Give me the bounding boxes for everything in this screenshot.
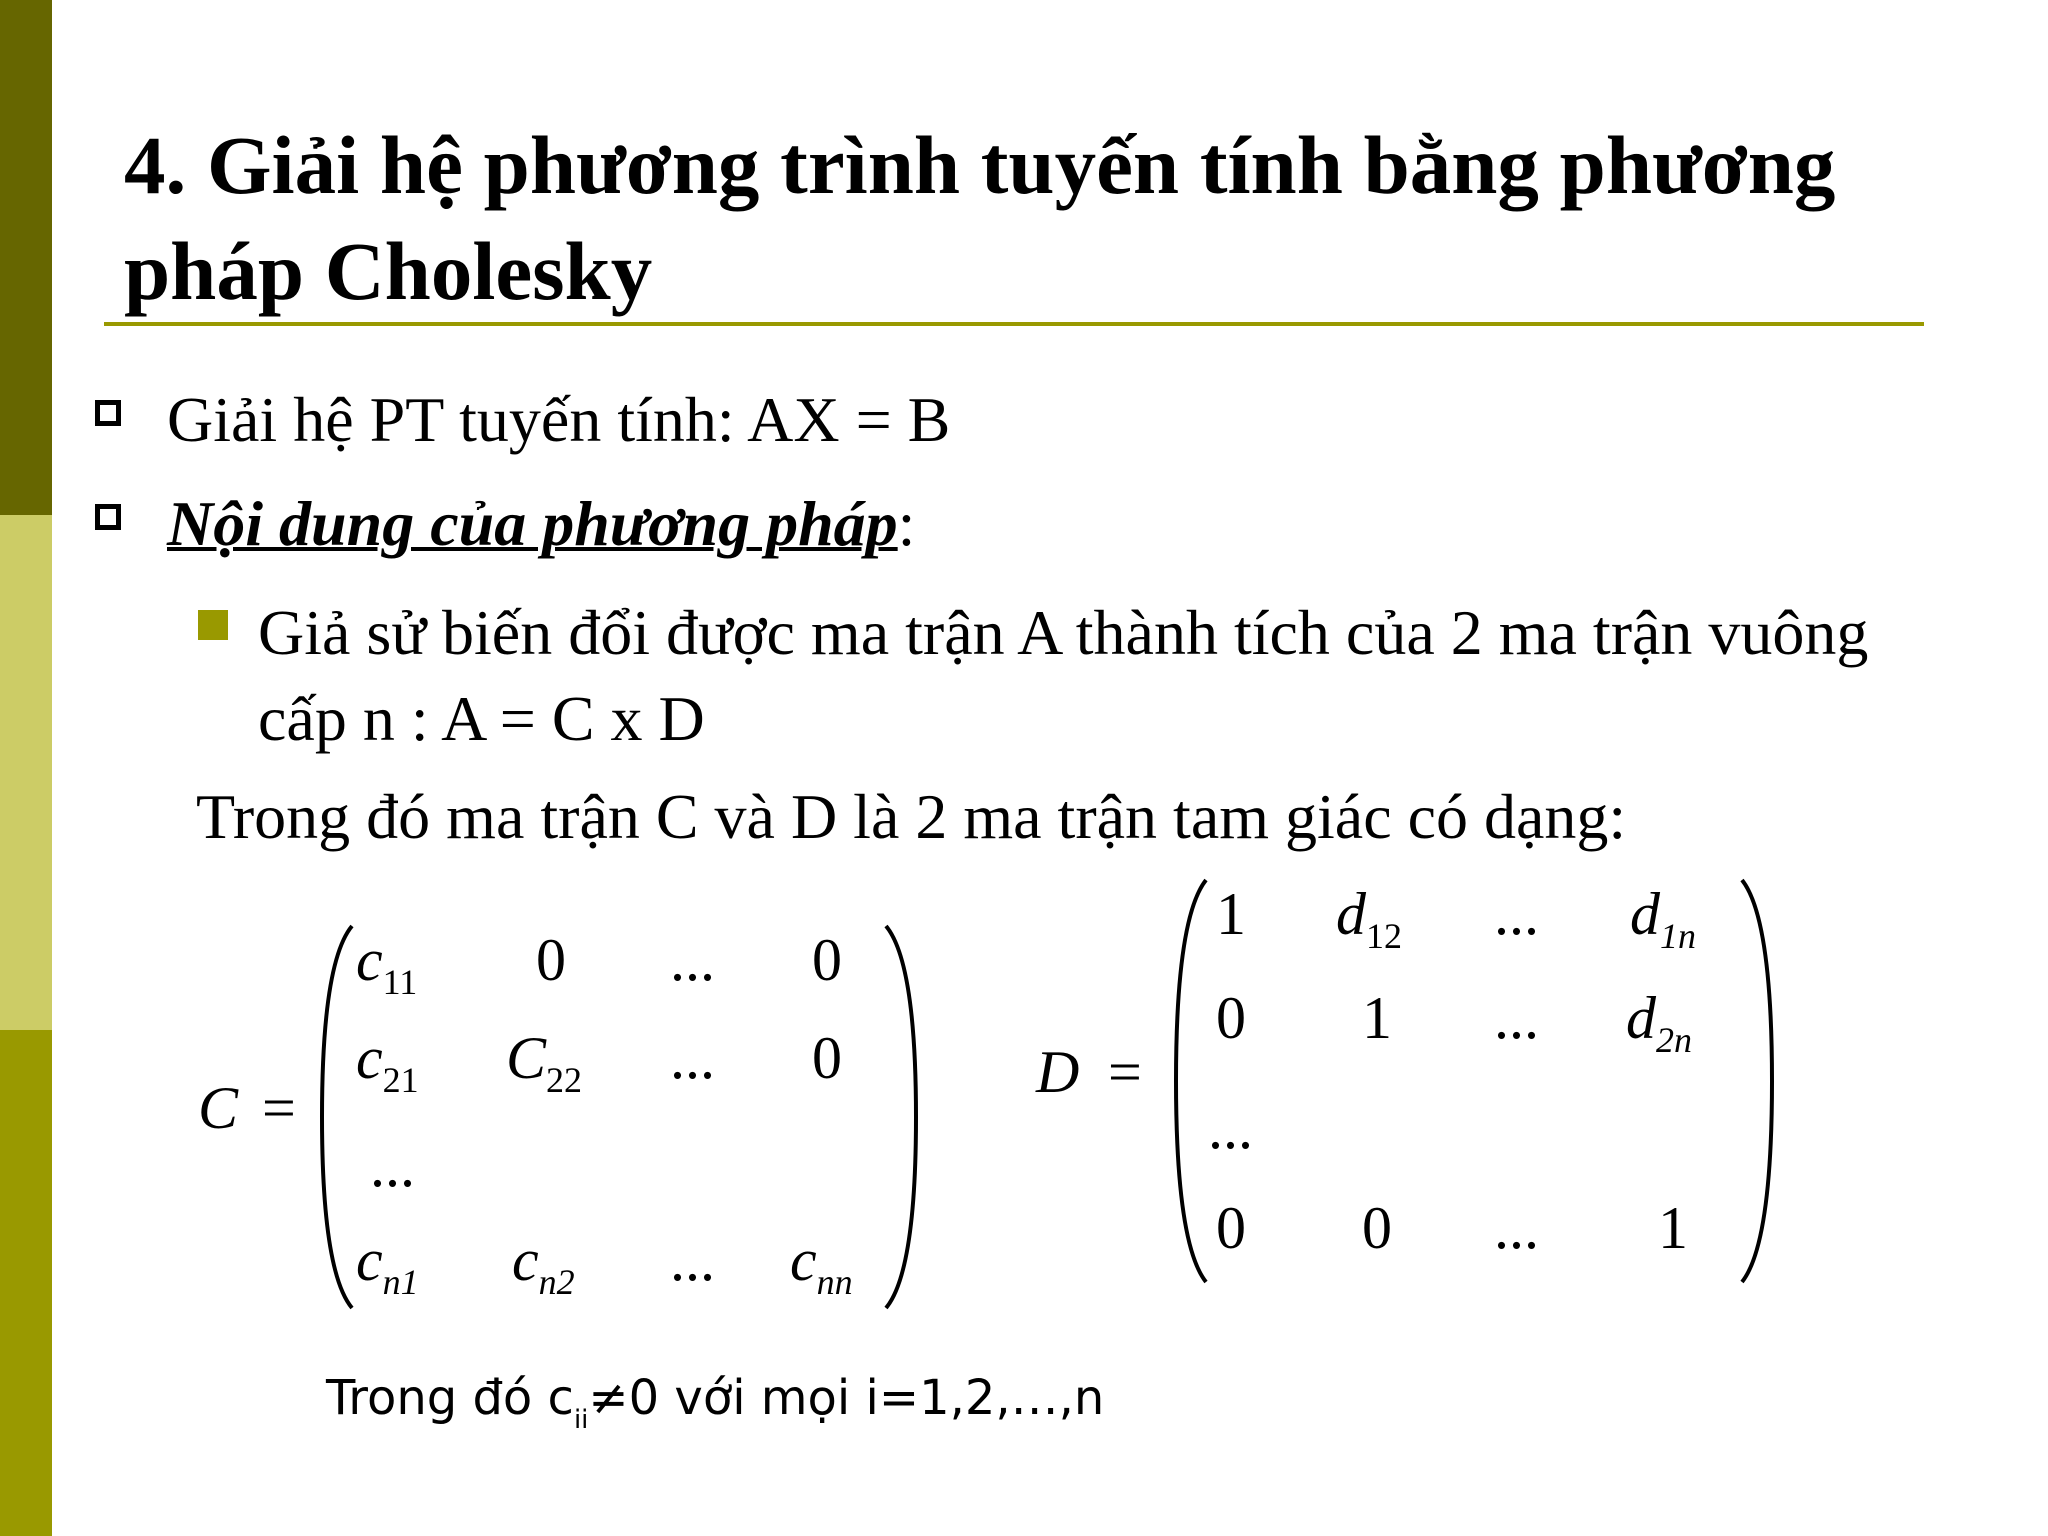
matrix-d-cell: ... (1494, 881, 1539, 947)
matrix-c-label: C (198, 1075, 239, 1141)
bullet-2-text (167, 482, 915, 566)
left-paren-icon (1172, 876, 1212, 1286)
matrix-d-cell: $d_{12}$ (1336, 881, 1402, 956)
matrix-d-cell: 1 (1216, 881, 1246, 947)
slide-title: 4. Giải hệ phương trình tuyến tính bằng phương pháp Cholesky (124, 119, 1836, 317)
matrix-d-cell: ... (1494, 1195, 1539, 1261)
footnote: Trong đó $c_{ii}\ne 0$ với mọi i=1,2,…,n (326, 1370, 1105, 1435)
matrix-d-cell: ... (1494, 985, 1539, 1051)
matrix-c-cell: ... (670, 1227, 715, 1293)
matrix-c-cell: 0 (812, 927, 842, 993)
title-underline (104, 322, 1924, 326)
filled-square-bullet-icon (198, 610, 228, 640)
matrix-c-cell: ... (670, 1025, 715, 1091)
matrix-c-cell: 0 (812, 1025, 842, 1091)
left-paren-icon (318, 922, 358, 1312)
matrix-c-cell: 0 (536, 927, 566, 993)
matrix-d-cell: $d_{2n}$ (1626, 985, 1692, 1060)
matrix-c-cell: $c_{n2}$ (512, 1227, 575, 1302)
matrix-c-cell: ... (670, 927, 715, 993)
side-bar-mid (0, 1030, 52, 1536)
matrix-d-cell: 1 (1362, 985, 1392, 1051)
matrix-c-equals: = (262, 1075, 296, 1141)
square-bullet-icon (95, 400, 121, 426)
side-bar-light (0, 515, 52, 1030)
matrix-c-cell: $C_{22}$ (506, 1025, 583, 1100)
right-paren-icon (1736, 876, 1776, 1286)
matrix-d-cell: 1 (1658, 1195, 1688, 1261)
matrix-d-cell: 0 (1216, 985, 1246, 1051)
matrix-d-cell: $d_{1n}$ (1630, 881, 1696, 956)
matrix-d-cell: 0 (1216, 1195, 1246, 1261)
side-bar-dark (0, 0, 52, 515)
matrix-c-cell: ... (370, 1133, 415, 1199)
matrix-d-cell: ... (1208, 1095, 1253, 1161)
matrix-d-label: D (1036, 1039, 1080, 1105)
square-bullet-icon (95, 504, 121, 530)
matrix-d-cell: 0 (1362, 1195, 1392, 1261)
method-heading: Nội dung của phương pháp (167, 488, 898, 559)
sub-bullet-text: Giả sử biến đổi được ma trận A thành tích của 2 ma trận vuông cấp n : A = C x D (258, 597, 1869, 754)
matrix-c-cell: $c_{21}$ (356, 1025, 419, 1100)
matrix-d-equals: = (1108, 1039, 1142, 1105)
matrix-c-cell: $c_{nn}$ (790, 1227, 853, 1302)
method-heading-colon: : (897, 488, 916, 559)
matrix-c-cell: $c_{n1}$ (356, 1227, 419, 1302)
paragraph: Trong đó ma trận C và D là 2 ma trận tam giác có dạng: (196, 781, 1627, 852)
bullet-1-text: Giải hệ PT tuyến tính: AX = B (167, 384, 951, 455)
matrix-c-cell: $c_{11}$ (356, 927, 418, 1002)
right-paren-icon (880, 922, 920, 1312)
